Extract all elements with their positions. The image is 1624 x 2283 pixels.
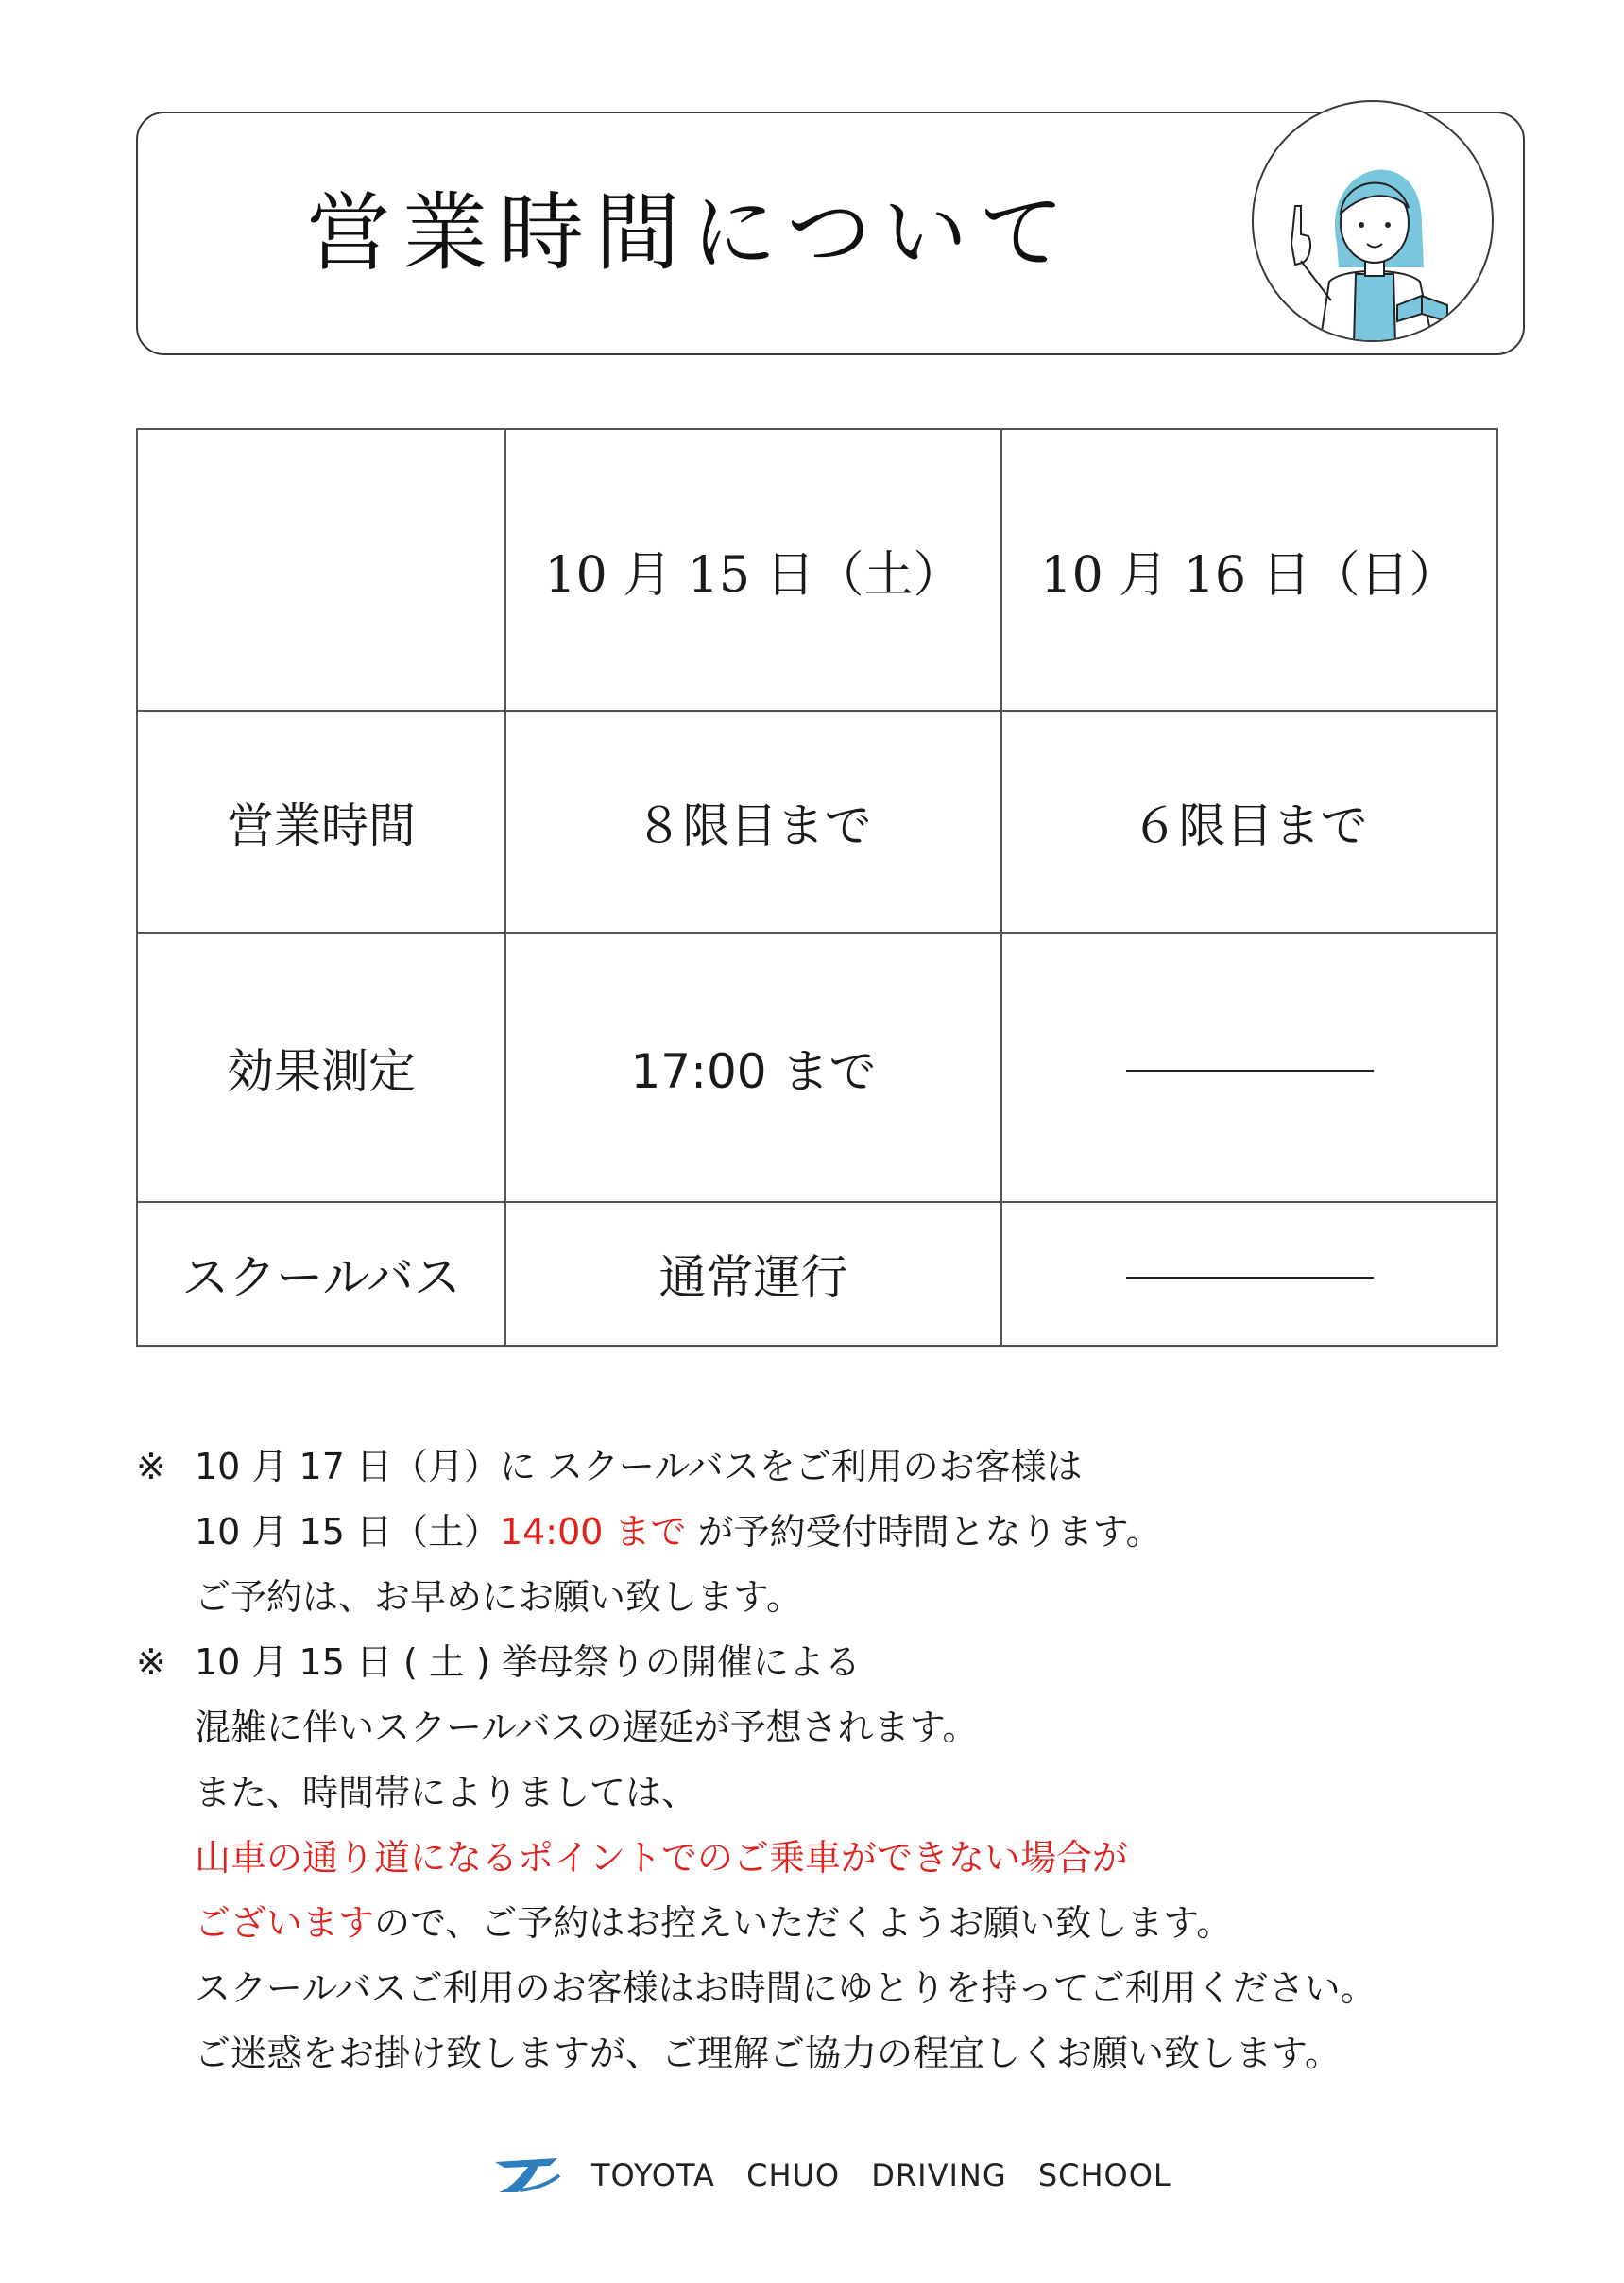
hours-day1: ８限目まで (505, 711, 1001, 933)
row-label-test: 効果測定 (137, 933, 505, 1202)
school-logo-icon (491, 2154, 563, 2196)
note-2-line-3: また、時間帯によりましては、 (195, 1772, 698, 1813)
header-date-2: 10 月 16 日（日） (1001, 429, 1497, 711)
hours-day2: ６限目まで (1001, 711, 1497, 933)
header-date-1: 10 月 15 日（土） (505, 429, 1001, 711)
note-2-line-7: ご迷惑をお掛け致しますが、ご理解ご協力の程宜しくお願い致します。 (195, 2033, 1341, 2074)
table-row (137, 1202, 1497, 1346)
test-day2-dash (1001, 933, 1497, 1202)
notes-section (136, 1434, 1525, 2086)
table-row (137, 711, 1497, 933)
row-label-hours: 営業時間 (137, 711, 505, 933)
header-empty-cell (137, 429, 505, 711)
note-1-line-1: ※ 10 月 17 日（月）に スクールバスをご利用のお客様は (136, 1434, 1525, 1500)
note-2-line-4: 山車の通り道になるポイントでのご乗車ができない場合が (195, 1837, 1129, 1879)
note-1-line-2: 10 月 15 日（土）14:00 まで が予約受付時間となります。 (195, 1511, 1162, 1553)
dash-line (1126, 1070, 1374, 1072)
page-title: 営業時間について (306, 183, 1076, 283)
note-2-line-1: ※ 10 月 15 日 ( 土 ) 挙母祭りの開催による (136, 1630, 1525, 1695)
schedule-table (136, 428, 1498, 1347)
table-row (137, 933, 1497, 1202)
reference-mark: ※ (136, 1446, 166, 1487)
teacher-illustration-icon (1254, 102, 1494, 342)
deadline-highlight: 14:00 まで (499, 1511, 687, 1553)
table-header-row (137, 429, 1497, 711)
note-1-line-3: ご予約は、お早めにお願い致します。 (195, 1576, 802, 1618)
avatar (1252, 100, 1494, 342)
bus-day1: 通常運行 (505, 1202, 1001, 1346)
school-name: TOYOTA CHUO DRIVING SCHOOL (591, 2157, 1171, 2193)
note-2-line-5: ございますので、ご予約はお控えいただくようお願い致します。 (195, 1902, 1233, 1944)
dash-line (1126, 1277, 1374, 1279)
row-label-bus: スクールバス (137, 1202, 505, 1346)
note-2-line-6: スクールバスご利用のお客様はお時間にゆとりを持ってご利用ください。 (195, 1967, 1376, 2009)
note-2-line-2: 混雑に伴いスクールバスの遅延が予想されます。 (195, 1707, 979, 1748)
bus-day2-dash (1001, 1202, 1497, 1346)
footer (491, 2147, 1171, 2204)
reference-mark: ※ (136, 1641, 166, 1683)
test-day1: 17:00 まで (505, 933, 1001, 1202)
